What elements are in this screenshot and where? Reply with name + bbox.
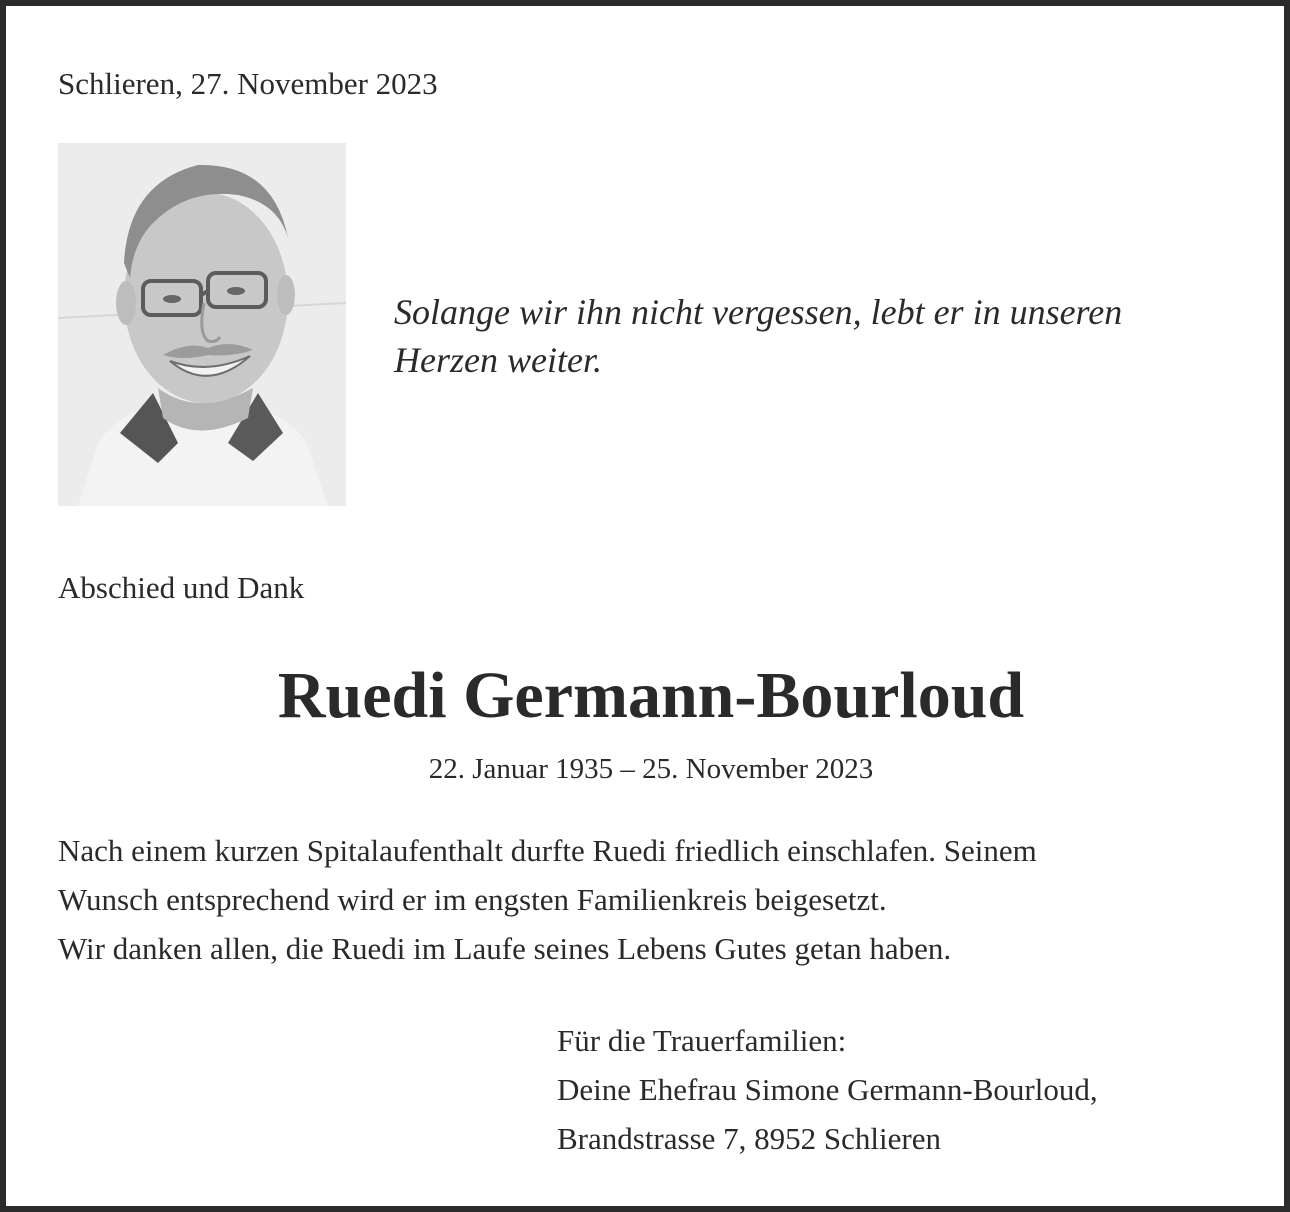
deceased-name: Ruedi Germann-Bourloud [277, 659, 1025, 732]
motto-line-2: Herzen weiter. [394, 340, 602, 380]
message-line-3: Wir danken allen, die Ruedi im Laufe seines Lebens Gutes getan haben. [58, 931, 952, 966]
signature-block [557, 1016, 1257, 1163]
message-line-2: Wunsch entsprechend wird er im engsten Familienkreis beigesetzt. [58, 882, 887, 917]
message-text [58, 826, 1258, 973]
signature-line-1: Für die Trauerfamilien: [557, 1023, 847, 1058]
place-date: Schlieren, 27. November 2023 [58, 66, 438, 101]
motto-line-1: Solange wir ihn nicht vergessen, lebt er in unseren [394, 292, 1123, 332]
message-line-1: Nach einem kurzen Spitalaufenthalt durfte Ruedi friedlich einschlafen. Seinem [58, 833, 1037, 868]
signature-line-3: Brandstrasse 7, 8952 Schlieren [557, 1121, 941, 1156]
signature-line-2: Deine Ehefrau Simone Germann-Bourloud, [557, 1072, 1098, 1107]
portrait-photo [58, 143, 346, 506]
intro-label: Abschied und Dank [58, 570, 305, 605]
motto-quote [394, 288, 1214, 384]
life-dates: 22. Januar 1935 – 25. November 2023 [428, 753, 874, 785]
